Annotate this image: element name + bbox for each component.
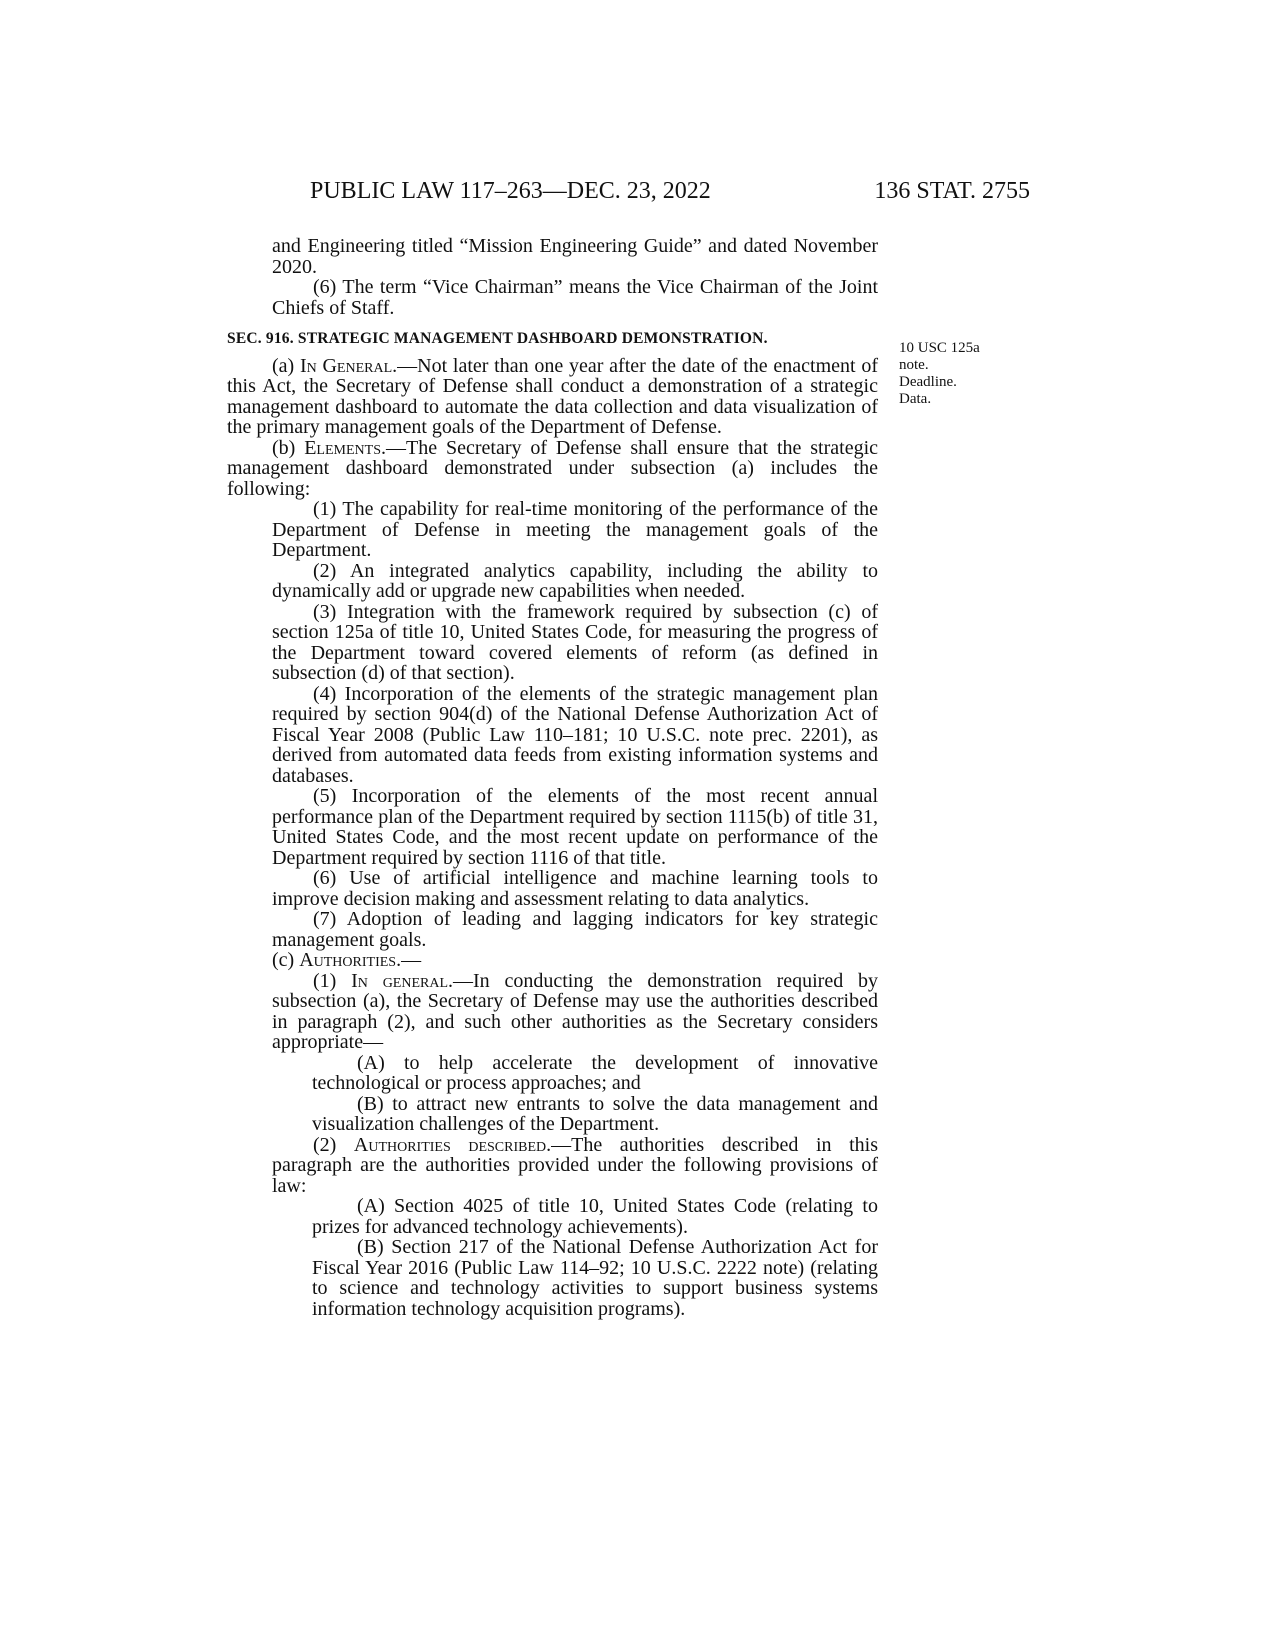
paragraph-c1-text: .—In conducting the demonstration required by subsection (a), the Secretary of Defense may use the authorities described in paragraph (2), and such other authorities as the Secretary considers appropriate—	[272, 969, 878, 1053]
margin-note	[899, 340, 1019, 408]
paragraph-b7: (7) Adoption of leading and lagging indicators for key strategic management goals.	[272, 908, 878, 951]
subparagraph-c1A: (A) to help accelerate the development of innovative technological or process approaches; and	[312, 1051, 878, 1094]
law-text	[227, 236, 878, 1319]
paragraph-c1-heading: In general	[351, 969, 449, 992]
paragraph-c2-heading: Authorities described	[353, 1133, 547, 1156]
subsection-b-label: (b)	[272, 436, 305, 459]
subsection-b-heading: Elements	[304, 436, 381, 459]
margin-note-deadline: Deadline.	[899, 374, 957, 390]
stat-page-number: 136 STAT. 2755	[874, 178, 1030, 204]
subsection-c-dash: .—	[396, 949, 422, 971]
margin-note-note: note.	[899, 357, 929, 373]
subsection-c-heading: Authorities	[299, 949, 397, 971]
subparagraph-c2A: (A) Section 4025 of title 10, United States Code (relating to prizes for advanced technology achievements).	[312, 1195, 878, 1238]
subsection-b-text: .—The Secretary of Defense shall ensure that the strategic management dashboard demonstrated under subsection (a) includes the following:	[227, 436, 879, 500]
paragraph-b6: (6) Use of artificial intelligence and machine learning tools to improve decision making and assessment relating to data analytics.	[272, 867, 878, 910]
paragraph-c1-label: (1)	[313, 969, 352, 992]
subparagraph-c1B: (B) to attract new entrants to solve the data management and visualization challenges of the Department.	[312, 1092, 878, 1135]
subsection-c-label: (c)	[272, 949, 300, 971]
page-header	[310, 178, 1030, 212]
subsection-a-heading: In General	[299, 354, 393, 377]
subsection-b	[227, 438, 878, 500]
paragraph-b4: (4) Incorporation of the elements of the strategic management plan required by section 904(d) of the National Defense Authorization Act of Fiscal Year 2008 (Public Law 110–181; 10 U.S.C. note prec. 2201), as derived from automated data feeds from existing information systems and databases.	[272, 682, 878, 787]
subparagraph-c2B: (B) Section 217 of the National Defense Authorization Act for Fiscal Year 2016 (Public Law 114–92; 10 U.S.C. 2222 note) (relating to science and technology activities to support business systems information technology acquisition programs).	[312, 1236, 878, 1320]
subsection-a	[227, 356, 878, 438]
paragraph-c2	[227, 1135, 878, 1197]
paragraph-c2-label: (2)	[313, 1133, 354, 1156]
section-heading: SEC. 916. STRATEGIC MANAGEMENT DASHBOARD DEMONSTRATION.	[227, 330, 768, 347]
definition-6: (6) The term “Vice Chairman” means the Vice Chairman of the Joint Chiefs of Staff.	[272, 276, 878, 319]
paragraph-continuation: and Engineering titled “Mission Engineering Guide” and dated November 2020.	[272, 235, 878, 278]
paragraph-c2-text: .—The authorities described in this paragraph are the authorities provided under the following provisions of law:	[272, 1133, 878, 1197]
paragraph-b2: (2) An integrated analytics capability, including the ability to dynamically add or upgrade new capabilities when needed.	[272, 559, 878, 602]
margin-note-citation: 10 USC 125a	[899, 340, 980, 356]
subsection-c	[227, 950, 878, 971]
subsection-a-label: (a)	[272, 354, 300, 377]
subsection-a-text: .—Not later than one year after the date of the enactment of this Act, the Secretary of Defense shall conduct a demonstration of a strategic management dashboard to automate the data collection and data visualization of the primary management goals of the Department of Defense.	[227, 354, 878, 438]
margin-note-data: Data.	[899, 391, 932, 407]
paragraph-b3: (3) Integration with the framework required by subsection (c) of section 125a of title 10, United States Code, for measuring the progress of the Department toward covered elements of reform (as defined in subsection (d) of that section).	[272, 600, 878, 684]
paragraph-b5: (5) Incorporation of the elements of the most recent annual performance plan of the Department required by section 1115(b) of title 31, United States Code, and the most recent update on performance of the Department required by section 1116 of that title.	[272, 785, 878, 869]
paragraph-c1	[227, 971, 878, 1053]
paragraph-b1: (1) The capability for real-time monitoring of the performance of the Department of Defense in meeting the management goals of the Department.	[272, 498, 878, 561]
running-head-title: PUBLIC LAW 117–263—DEC. 23, 2022	[310, 178, 711, 204]
